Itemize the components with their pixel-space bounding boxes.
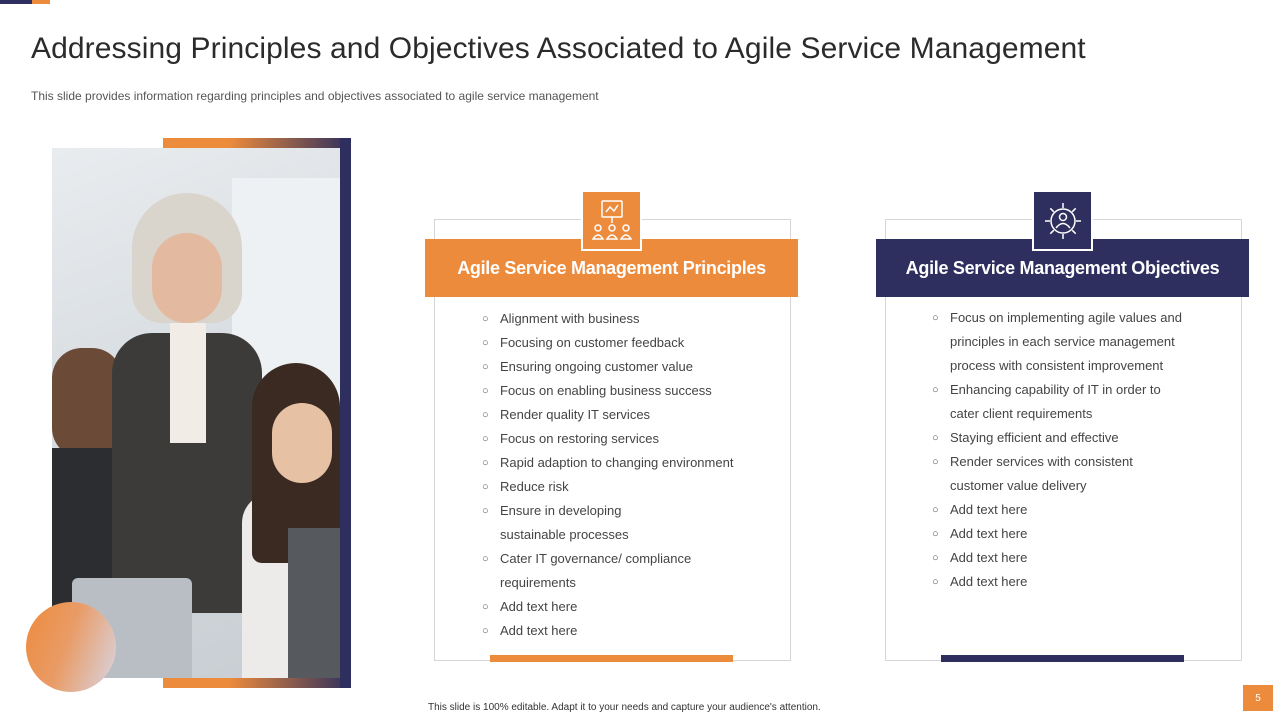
footer-note: This slide is 100% editable. Adapt it to your needs and capture your audience's attention.	[428, 702, 821, 713]
circle-decoration	[26, 602, 116, 692]
corner-accent	[0, 0, 50, 4]
circle-bullet-icon: ○	[932, 456, 939, 468]
list-item: ○ Add text here	[932, 546, 1222, 570]
list-item: ○ Add text here	[932, 570, 1222, 594]
principles-card-footer-bar	[490, 655, 733, 662]
list-item: ○ Focus on restoring services	[482, 427, 782, 451]
circle-bullet-icon: ○	[482, 361, 489, 373]
list-item: ○ Add text here	[482, 619, 782, 643]
circle-bullet-icon: ○	[482, 409, 489, 421]
principles-list	[482, 307, 782, 643]
objectives-card-footer-bar	[941, 655, 1184, 662]
circle-bullet-icon: ○	[482, 553, 489, 565]
list-item: ○ Ensuring ongoing customer value	[482, 355, 782, 379]
list-item: ○ Focus on enabling business success	[482, 379, 782, 403]
circle-bullet-icon: ○	[482, 601, 489, 613]
objectives-list	[932, 306, 1222, 594]
circle-bullet-icon: ○	[932, 576, 939, 588]
list-item: ○ Add text here	[932, 498, 1222, 522]
circle-bullet-icon: ○	[932, 504, 939, 516]
slide-subtitle: This slide provides information regarding principles and objectives associated to agile service management	[31, 89, 599, 103]
principles-heading: Agile Service Management Principles	[425, 239, 798, 297]
circle-bullet-icon: ○	[932, 384, 939, 396]
presentation-team-icon	[581, 190, 642, 251]
list-item: ○ Focusing on customer feedback	[482, 331, 782, 355]
circle-bullet-icon: ○	[932, 432, 939, 444]
circle-bullet-icon: ○	[482, 313, 489, 325]
list-item: ○ Render services with consistent customer value delivery	[932, 450, 1147, 498]
circle-bullet-icon: ○	[932, 312, 939, 324]
circle-bullet-icon: ○	[482, 337, 489, 349]
circle-bullet-icon: ○	[482, 625, 489, 637]
list-item: ○ Add text here	[932, 522, 1222, 546]
page-number: 5	[1243, 685, 1273, 711]
circle-bullet-icon: ○	[482, 481, 489, 493]
list-item: ○ Enhancing capability of IT in order to cater client requirements	[932, 378, 1172, 426]
list-item: ○ Alignment with business	[482, 307, 782, 331]
list-item: ○ Ensure in developing sustainable processes	[482, 499, 642, 547]
circle-bullet-icon: ○	[482, 385, 489, 397]
gear-user-icon	[1032, 190, 1093, 251]
circle-bullet-icon: ○	[932, 528, 939, 540]
circle-bullet-icon: ○	[482, 433, 489, 445]
list-item: ○ Render quality IT services	[482, 403, 782, 427]
list-item: ○ Staying efficient and effective	[932, 426, 1222, 450]
circle-bullet-icon: ○	[482, 505, 489, 517]
list-item: ○ Focus on implementing agile values and principles in each service management process with consistent improvement	[932, 306, 1192, 378]
list-item: ○ Add text here	[482, 595, 782, 619]
objectives-heading: Agile Service Management Objectives	[876, 239, 1249, 297]
slide-title: Addressing Principles and Objectives Associated to Agile Service Management	[31, 32, 1086, 65]
list-item: ○ Cater IT governance/ compliance requirements	[482, 547, 697, 595]
circle-bullet-icon: ○	[932, 552, 939, 564]
list-item: ○ Reduce risk	[482, 475, 782, 499]
list-item: ○ Rapid adaption to changing environment	[482, 451, 782, 475]
circle-bullet-icon: ○	[482, 457, 489, 469]
team-photo	[52, 148, 340, 678]
